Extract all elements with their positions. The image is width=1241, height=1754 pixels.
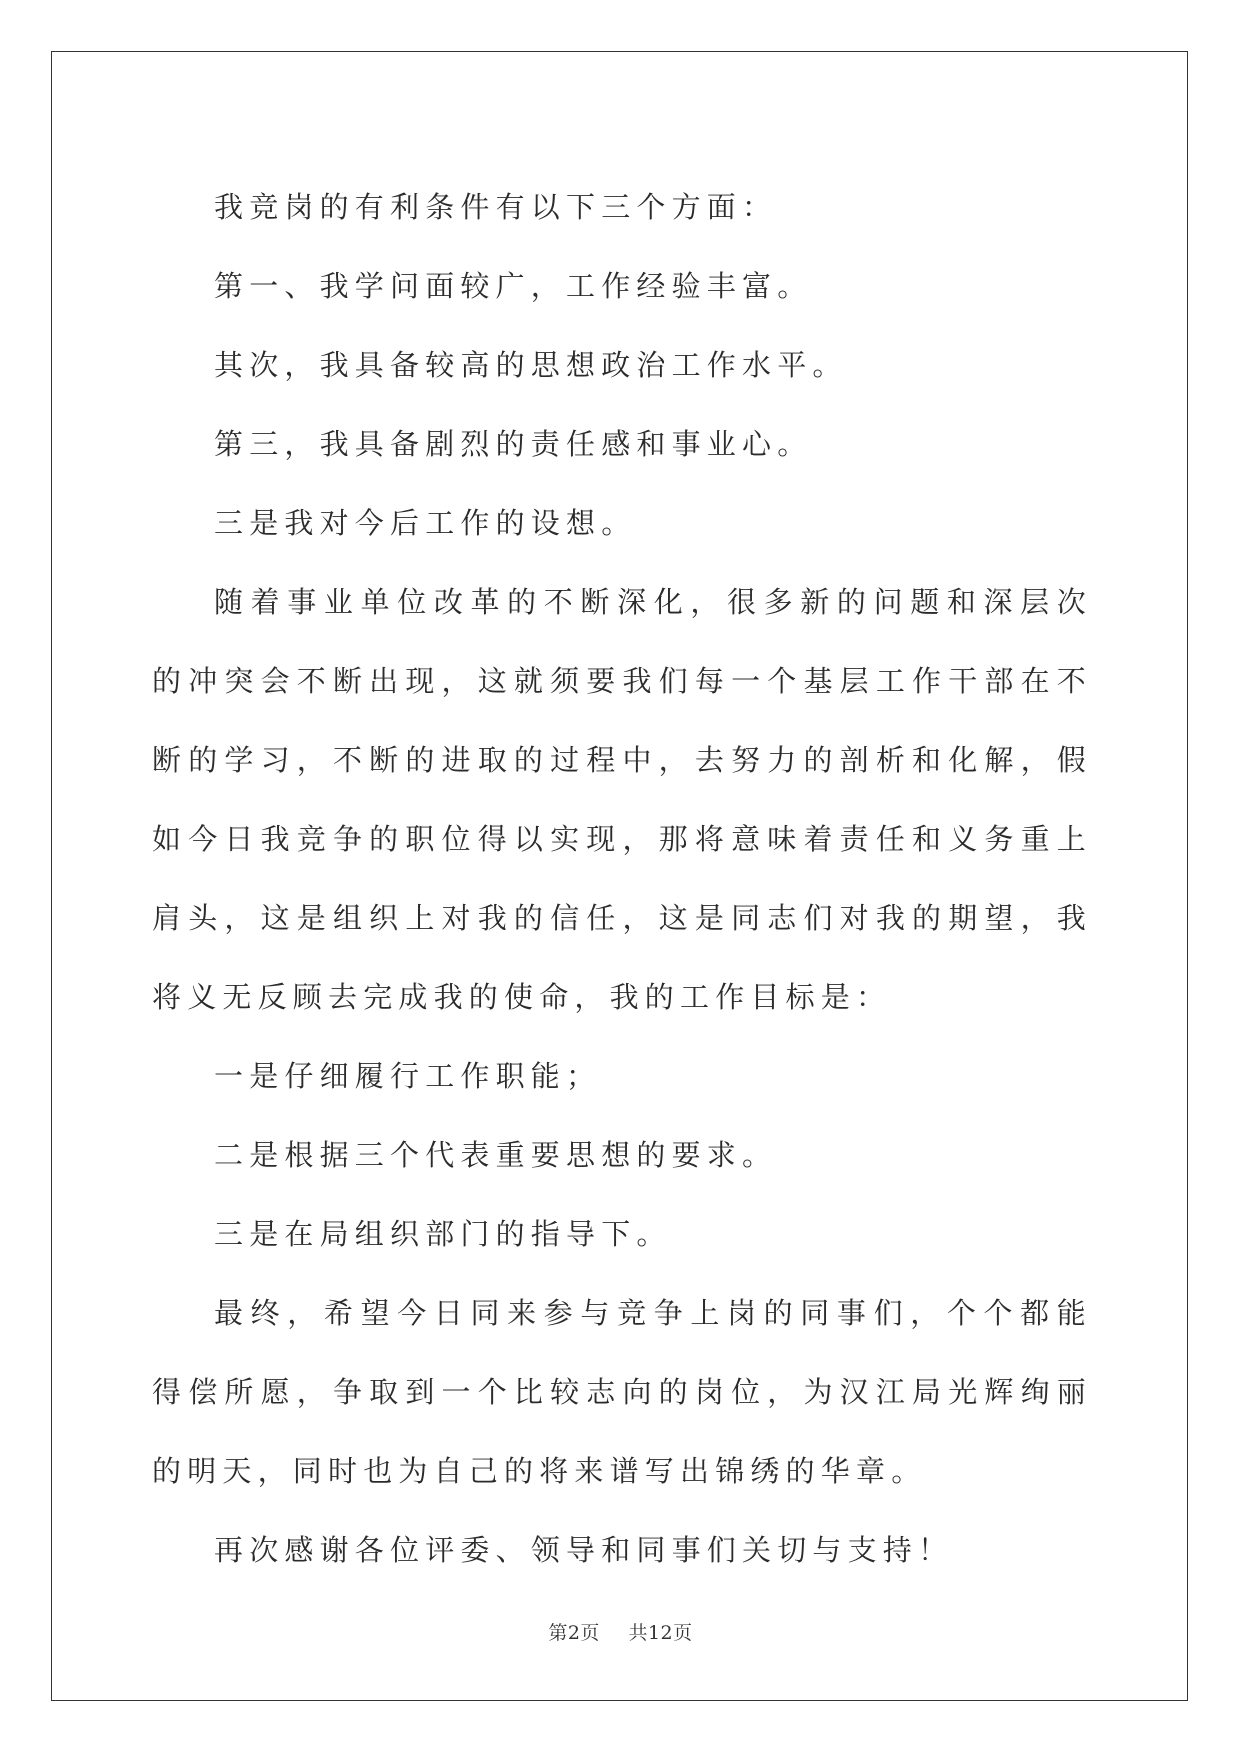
paragraph-third-point: 第三，我具备剧烈的责任感和事业心。 bbox=[214, 427, 813, 461]
page-footer bbox=[0, 1618, 1241, 1645]
page-total: 共12页 bbox=[628, 1622, 693, 1644]
paragraph-goal-three: 三是在局组织部门的指导下。 bbox=[214, 1217, 672, 1251]
page-number: 第2页 bbox=[548, 1622, 600, 1644]
paragraph-first-point: 第一、我学问面较广，工作经验丰富。 bbox=[214, 269, 813, 303]
paragraph-advantages-intro: 我竞岗的有利条件有以下三个方面： bbox=[214, 190, 778, 224]
paragraph-goal-one: 一是仔细履行工作职能； bbox=[214, 1059, 602, 1093]
paragraph-thanks: 再次感谢各位评委、领导和同事们关切与支持！ bbox=[214, 1533, 954, 1567]
paragraph-future-plan-heading: 三是我对今后工作的设想。 bbox=[214, 506, 637, 540]
paragraph-reform-context: 随着事业单位改革的不断深化，很多新的问题和深层次的冲突会不断出现，这就须要我们每一个基层工作干部在不断的学习，不断的进取的过程中，去努力的剖析和化解，假如今日我竞争的职位得以实现，那将意味着责任和义务重上肩头，这是组织上对我的信任，这是同志们对我的期望，我将义无反顾去完成我的使命，我的工作目标是： bbox=[152, 585, 1092, 1014]
document-body bbox=[152, 168, 1092, 1590]
paragraph-second-point: 其次，我具备较高的思想政治工作水平。 bbox=[214, 348, 848, 382]
paragraph-goal-two: 二是根据三个代表重要思想的要求。 bbox=[214, 1138, 778, 1172]
paragraph-closing-wishes: 最终，希望今日同来参与竞争上岗的同事们，个个都能得偿所愿，争取到一个比较志向的岗位，为汉江局光辉绚丽的明天，同时也为自己的将来谱写出锦绣的华章。 bbox=[152, 1296, 1092, 1488]
